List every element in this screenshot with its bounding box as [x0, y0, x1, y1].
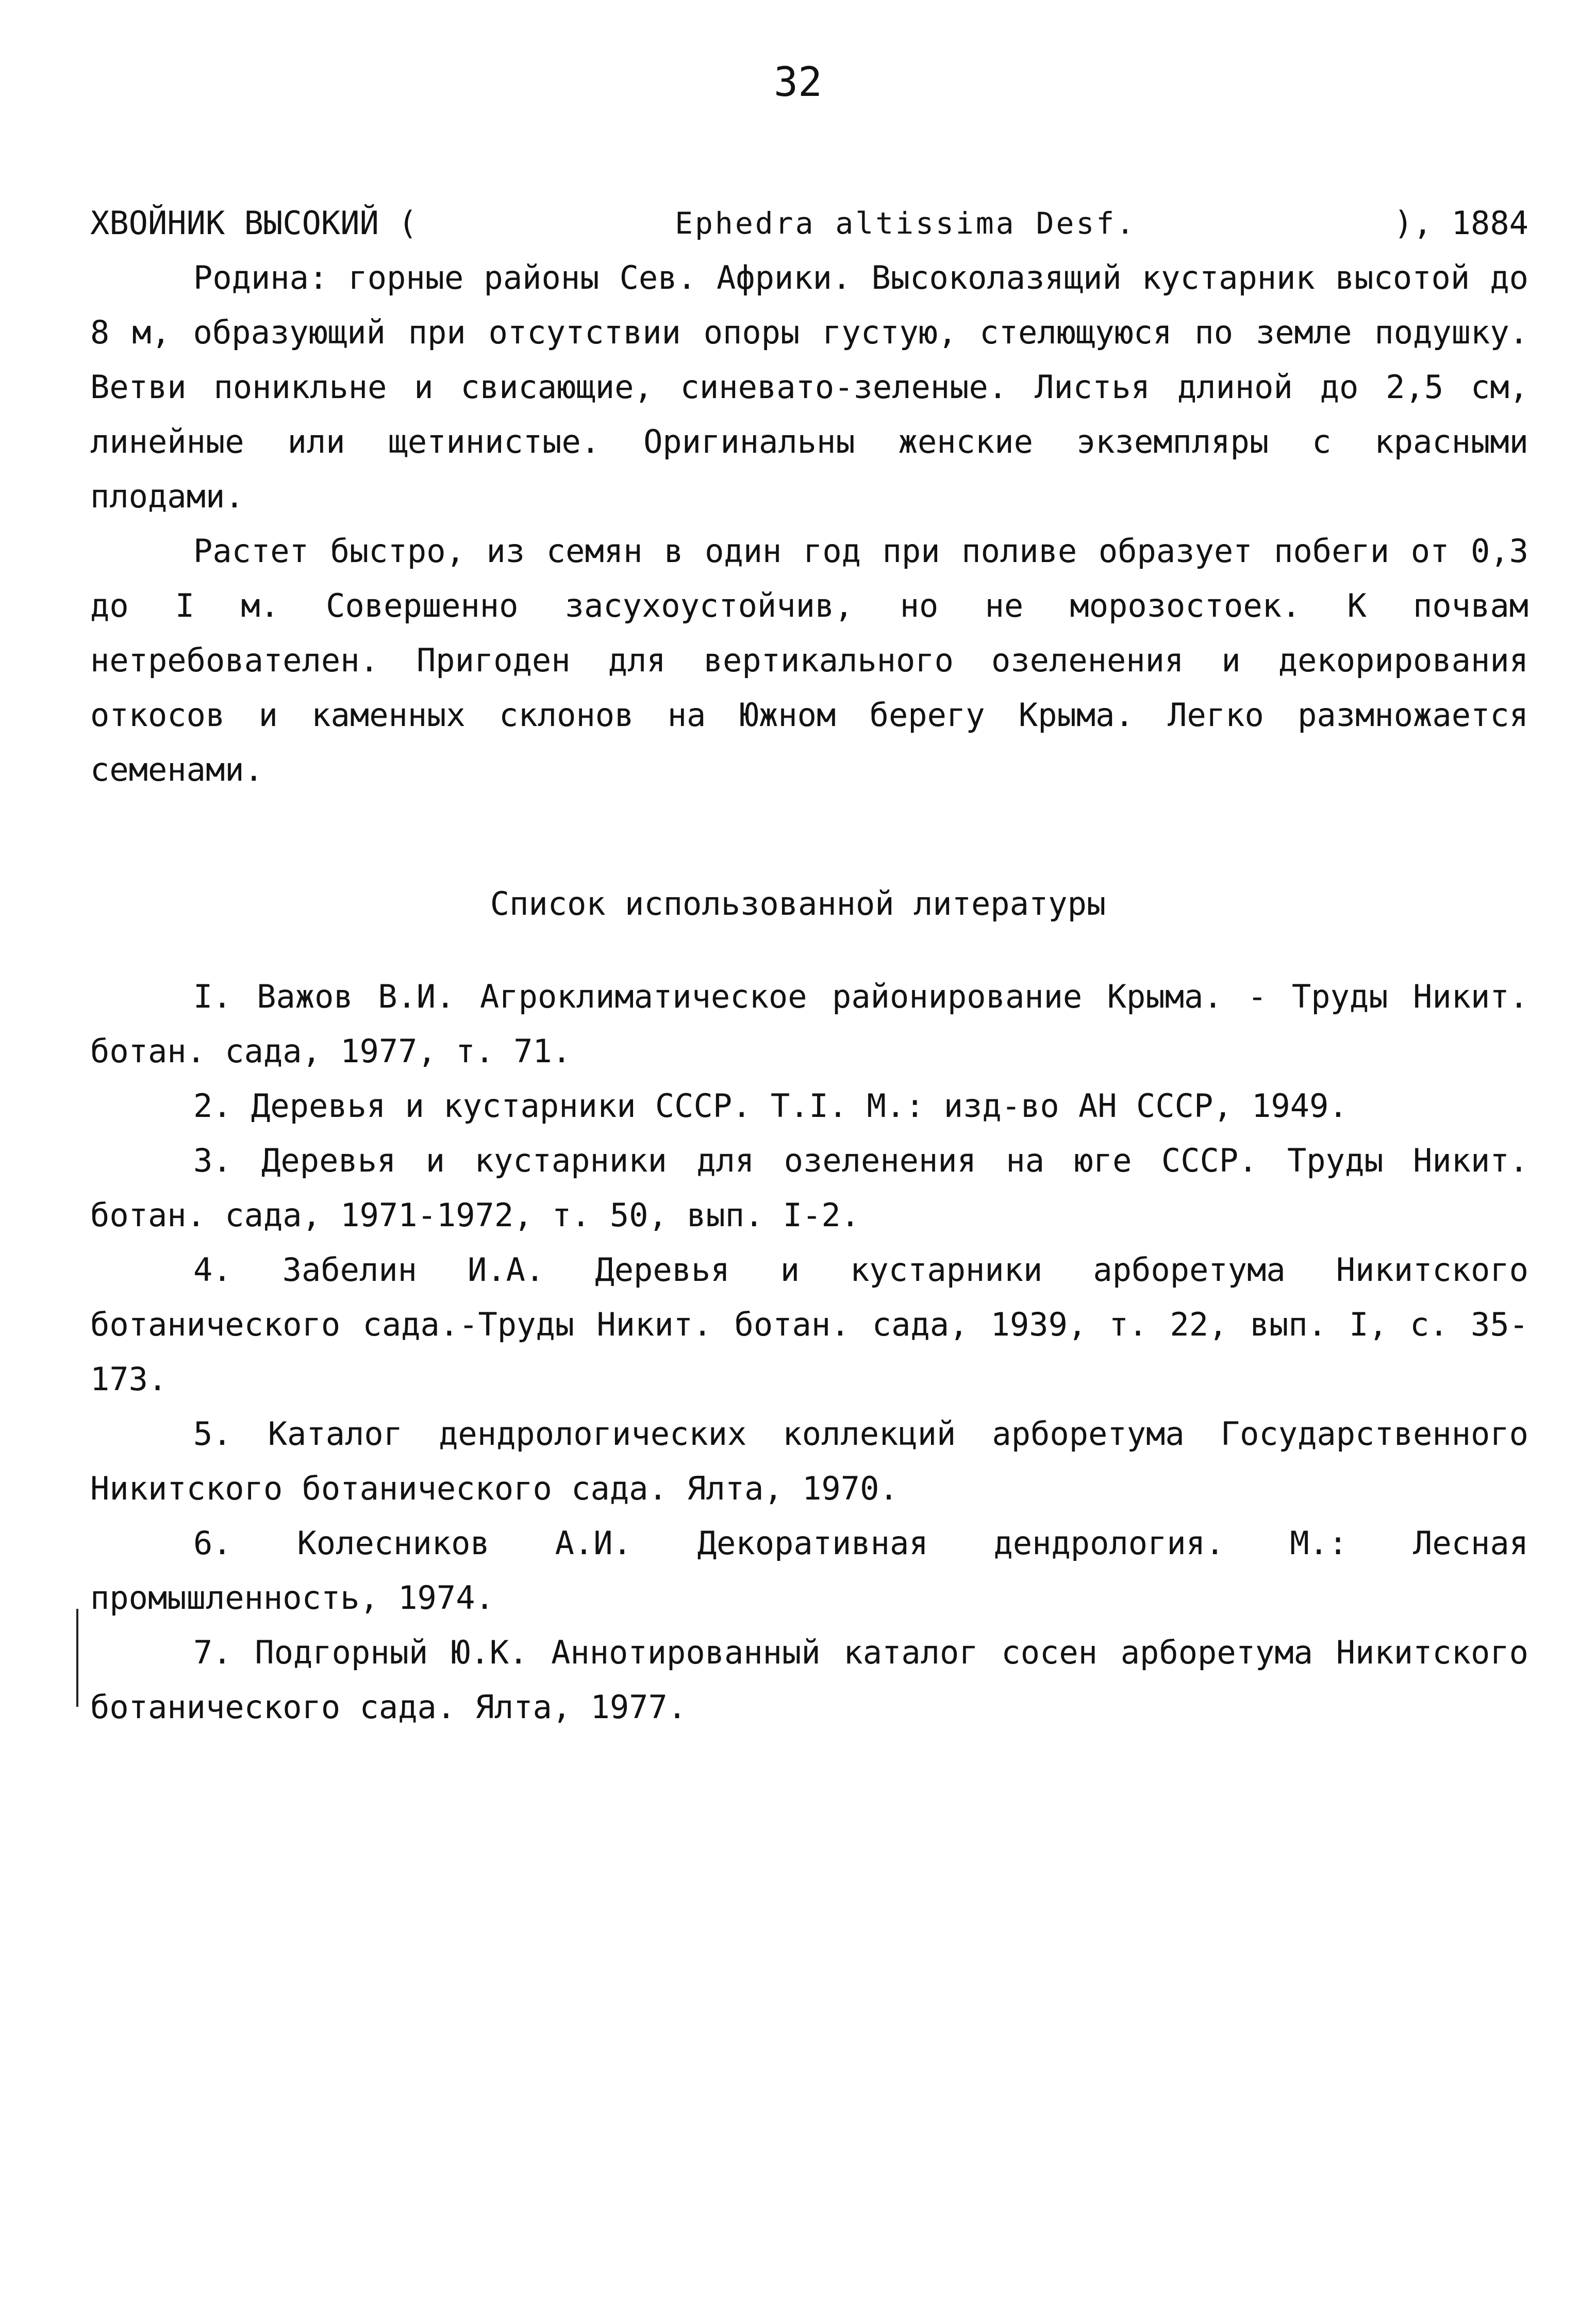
species-cultivation: Растет быстро, из семян в один год при поливе образует побеги от 0,3 до I м. Совершенно засухоустойчив, но не морозостоек. К почвам нетребователен. Пригоден для вертикального озеленения и декорирования откосов и каменных склонов на Южном берегу Крыма. Легко размножается семенами.	[90, 532, 1548, 788]
species-name: ХВОЙНИК ВЫСОКИЙ	[90, 204, 379, 242]
species-description: Родина: горные районы Сев. Африки. Высоколазящий кустарник высотой до 8 м, образующий при отсутствии опоры густую, стелющуюся по земле подушку. Ветви поникльне и свисающие, синевато-зеленые. Листья длиной до 2,5 см, линейные или щетинистые. Оригинальны женские экземпляры с красными плодами.	[90, 259, 1548, 515]
species-open-paren: (	[398, 204, 418, 242]
species-entry	[90, 196, 1548, 797]
page-number: 32	[774, 59, 822, 106]
species-heading	[90, 196, 1528, 251]
species-latin-name: Ephedra altissima Desf.	[675, 206, 1137, 241]
reference-item: 2. Деревья и кустарники СССР. Т.I. М.: изд-во АН СССР, 1949.	[193, 1087, 1348, 1125]
reference-item: 5. Каталог дендрологических коллекций арборетума Государственного Никитского ботанического сада. Ялта, 1970.	[90, 1415, 1528, 1507]
reference-item: 7. Подгорный Ю.К. Аннотированный каталог сосен арборетума Никитского ботанического сада. Ялта, 1977.	[90, 1634, 1528, 1726]
species-close-paren: ),	[1393, 204, 1433, 242]
references-title: Список использованной литературы	[490, 885, 1106, 923]
reference-item: 3. Деревья и кустарники для озеленения на юге СССР. Труды Никит. ботан. сада, 1971-1972, т. 50, вып. I-2.	[90, 1142, 1528, 1234]
references-list	[90, 969, 1528, 1735]
reference-item: 4. Забелин И.А. Деревья и кустарники арборетума Никитского ботанического сада.-Труды Никит. ботан. сада, 1939, т. 22, вып. I, с. 35-173.	[90, 1251, 1528, 1398]
species-name-group	[90, 196, 418, 251]
species-year-group	[1394, 196, 1528, 251]
reference-item: I. Важов В.И. Агроклиматическое районирование Крыма. - Труды Никит. ботан. сада, 1977, т. 71.	[90, 978, 1528, 1070]
species-year: 1884	[1451, 204, 1528, 242]
reference-item: 6. Колесников А.И. Декоративная дендрология. М.: Лесная промышленность, 1974.	[90, 1524, 1528, 1617]
margin-mark	[76, 1609, 78, 1707]
